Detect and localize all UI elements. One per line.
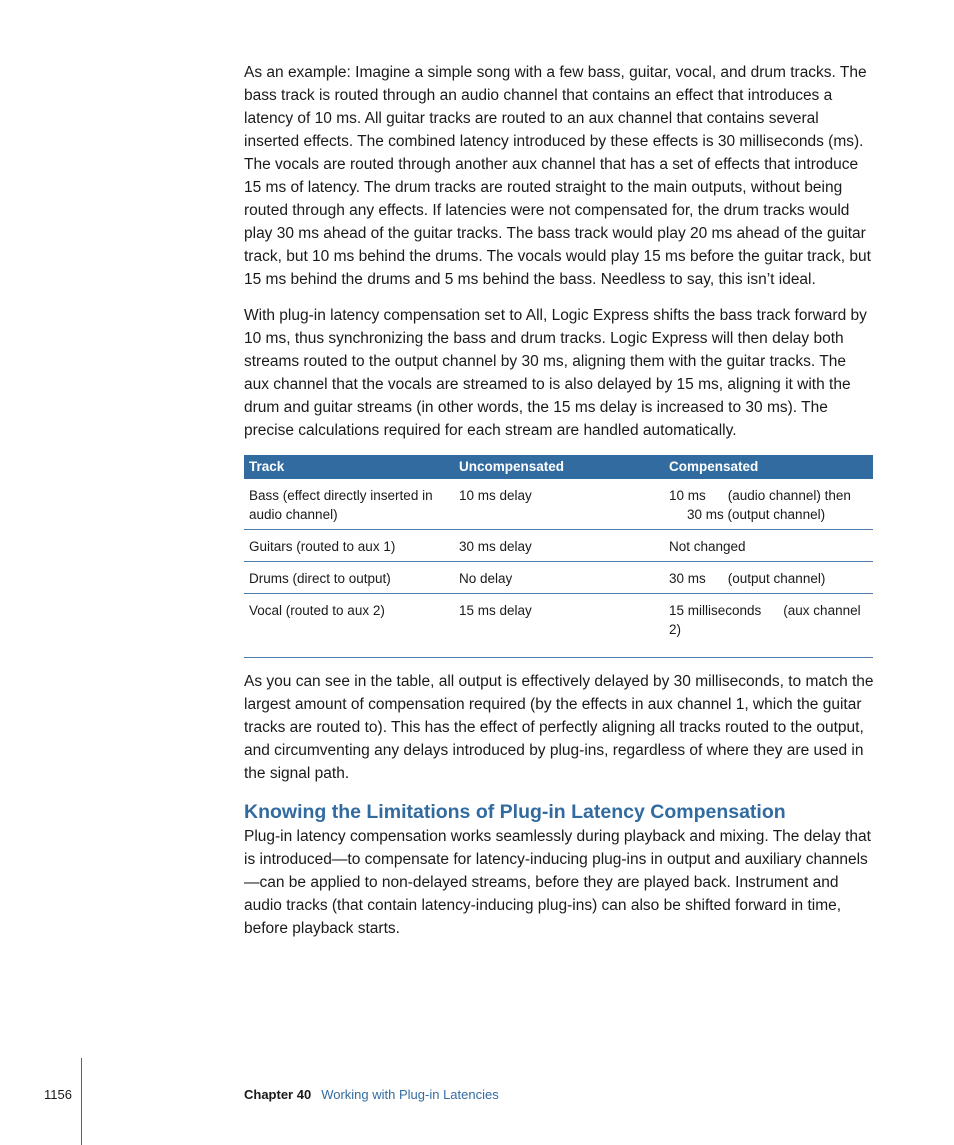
paragraph-compensation: With plug-in latency compensation set to All, Logic Express shifts the bass track forward by 10 ms, thus synchronizing the bass and drum tracks. Logic Express will then delay both streams routed to the output channel by 30 ms, aligning them with the guitar tracks. The aux channel that the vocals are streamed to is also delayed by 15 ms, aligning it with the drum and guitar streams (in other words, the 15 ms delay is increased to 30 ms). The precise calculations required for each stream are handled automatically. — [244, 307, 867, 439]
table-header-row — [244, 455, 873, 479]
cell-compensated-value: 15 milliseconds — [669, 603, 762, 618]
paragraph-example: As an example: Imagine a simple song with a few bass, guitar, vocal, and drum tracks. The bass track is routed through an audio channel that contains an effect that introduces a latency of 10 ms. All guitar tracks are routed to an aux channel that contains several inserted effects. The combined latency introduced by these effects is 30 milliseconds (ms). The vocals are routed through another aux channel that has a set of effects that introduce 15 ms of latency. The drum tracks are routed straight to the main outputs, without being routed through any effects. If latencies were not compensated for, the drum tracks would play 30 ms ahead of the guitar tracks. The bass track would play 20 ms ahead of the guitar track, but 10 ms behind the drums. The vocals would play 15 ms before the guitar track, but 15 ms behind the drums and 5 ms behind the bass. Needless to say, this isn’t ideal. — [244, 64, 871, 288]
cell-track: Bass (effect directly inserted in audio channel) — [244, 479, 454, 530]
cell-uncompensated: 15 ms delay — [454, 594, 664, 658]
table-row — [244, 594, 873, 658]
header-uncompensated: Uncompensated — [454, 455, 664, 479]
table-row — [244, 479, 873, 530]
cell-compensated — [664, 594, 873, 658]
section-heading: Knowing the Limitations of Plug-in Latency Compensation — [244, 801, 786, 823]
cell-track: Guitars (routed to aux 1) — [244, 530, 454, 562]
cell-compensated-note: (output channel) — [727, 571, 826, 586]
cell-compensated-value: Not changed — [669, 539, 746, 554]
latency-table — [244, 455, 873, 658]
chapter-label: Chapter 40 — [244, 1087, 312, 1102]
table-row — [244, 562, 873, 594]
cell-compensated-value: 10 ms — [669, 488, 706, 503]
cell-compensated — [664, 562, 873, 594]
cell-compensated — [664, 479, 873, 530]
cell-uncompensated: 30 ms delay — [454, 530, 664, 562]
page-content — [244, 61, 874, 953]
cell-track: Drums (direct to output) — [244, 562, 454, 594]
paragraph-limitations: Plug-in latency compensation works seamlessly during playback and mixing. The delay that is introduced—to compensate for latency-inducing plug-ins in output and auxiliary channels—can be applied to non-delayed streams, before they are played back. Instrument and audio tracks (that contain latency-inducing plug-ins) can also be shifted forward in time, before playback starts. — [244, 828, 871, 937]
footer-divider — [81, 1058, 82, 1145]
cell-compensated-note: (aux channel 2) — [669, 603, 861, 637]
cell-track: Vocal (routed to aux 2) — [244, 594, 454, 658]
cell-compensated-value: 30 ms — [669, 571, 706, 586]
cell-uncompensated: 10 ms delay — [454, 479, 664, 530]
page-number: 1156 — [44, 1087, 72, 1102]
cell-compensated-continuation: 30 ms (output channel) — [687, 507, 826, 522]
cell-compensated-note: (audio channel) then — [727, 488, 851, 503]
cell-compensated — [664, 530, 873, 562]
header-compensated: Compensated — [664, 455, 873, 479]
table-row — [244, 530, 873, 562]
header-track: Track — [244, 455, 454, 479]
paragraph-summary: As you can see in the table, all output is effectively delayed by 30 milliseconds, to match the largest amount of compensation required (by the effects in aux channel 1, which the guitar tracks are routed to). This has the effect of perfectly aligning all tracks routed to the output, and circumventing any delays introduced by plug-ins, regardless of where they are used in the signal path. — [244, 673, 874, 782]
cell-uncompensated: No delay — [454, 562, 664, 594]
footer-chapter — [244, 1087, 499, 1102]
chapter-title: Working with Plug-in Latencies — [321, 1087, 499, 1102]
